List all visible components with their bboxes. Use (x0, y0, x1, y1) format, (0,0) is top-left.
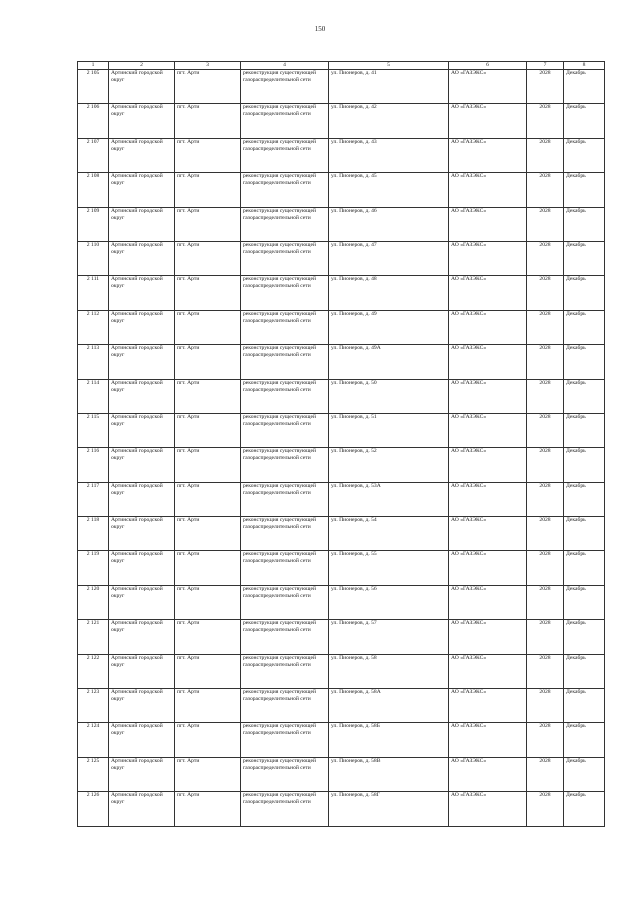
month-cell: Декабрь (564, 551, 605, 585)
year-cell: 2028 (527, 70, 564, 104)
table-row (78, 757, 605, 791)
organization-cell: АО «ГАЗЭКС» (449, 345, 527, 379)
table-row (78, 138, 605, 172)
work-type-cell: реконструкция существующей газораспределительной сети (241, 241, 329, 275)
row-number: 2 109 (78, 207, 109, 241)
month-cell: Декабрь (564, 482, 605, 516)
row-number: 2 122 (78, 654, 109, 688)
settlement-cell: пгт. Арти (175, 310, 241, 344)
work-type-cell: реконструкция существующей газораспределительной сети (241, 276, 329, 310)
work-type-cell: реконструкция существующей газораспределительной сети (241, 620, 329, 654)
table-row (78, 517, 605, 551)
district-cell: Артинский городской округ (109, 70, 175, 104)
year-cell: 2028 (527, 482, 564, 516)
month-cell: Декабрь (564, 792, 605, 826)
work-type-cell: реконструкция существующей газораспределительной сети (241, 757, 329, 791)
settlement-cell: пгт. Арти (175, 345, 241, 379)
organization-cell: АО «ГАЗЭКС» (449, 448, 527, 482)
table-row (78, 310, 605, 344)
work-type-cell: реконструкция существующей газораспределительной сети (241, 138, 329, 172)
work-type-cell: реконструкция существующей газораспределительной сети (241, 70, 329, 104)
month-cell: Декабрь (564, 654, 605, 688)
month-cell: Декабрь (564, 620, 605, 654)
column-number: 4 (241, 62, 329, 70)
month-cell: Декабрь (564, 448, 605, 482)
settlement-cell: пгт. Арти (175, 448, 241, 482)
table-row (78, 413, 605, 447)
district-cell: Артинский городской округ (109, 620, 175, 654)
organization-cell: АО «ГАЗЭКС» (449, 413, 527, 447)
table-row (78, 379, 605, 413)
settlement-cell: пгт. Арти (175, 620, 241, 654)
year-cell: 2028 (527, 345, 564, 379)
address-cell: ул. Пионеров, д. 53А (329, 482, 449, 516)
district-cell: Артинский городской округ (109, 482, 175, 516)
settlement-cell: пгт. Арти (175, 585, 241, 619)
district-cell: Артинский городской округ (109, 723, 175, 757)
row-number: 2 105 (78, 70, 109, 104)
table-row (78, 723, 605, 757)
row-number: 2 115 (78, 413, 109, 447)
organization-cell: АО «ГАЗЭКС» (449, 585, 527, 619)
settlement-cell: пгт. Арти (175, 792, 241, 826)
organization-cell: АО «ГАЗЭКС» (449, 757, 527, 791)
organization-cell: АО «ГАЗЭКС» (449, 620, 527, 654)
settlement-cell: пгт. Арти (175, 757, 241, 791)
column-number-row (78, 62, 605, 70)
row-number: 2 113 (78, 345, 109, 379)
address-cell: ул. Пионеров, д. 51 (329, 413, 449, 447)
work-type-cell: реконструкция существующей газораспределительной сети (241, 482, 329, 516)
year-cell: 2028 (527, 654, 564, 688)
year-cell: 2028 (527, 379, 564, 413)
table-row (78, 482, 605, 516)
column-number: 3 (175, 62, 241, 70)
month-cell: Декабрь (564, 104, 605, 138)
month-cell: Декабрь (564, 173, 605, 207)
year-cell: 2028 (527, 207, 564, 241)
address-cell: ул. Пионеров, д. 58Б (329, 723, 449, 757)
district-cell: Артинский городской округ (109, 138, 175, 172)
column-number: 7 (527, 62, 564, 70)
year-cell: 2028 (527, 585, 564, 619)
month-cell: Декабрь (564, 310, 605, 344)
address-cell: ул. Пионеров, д. 54 (329, 517, 449, 551)
table-row (78, 104, 605, 138)
work-type-cell: реконструкция существующей газораспределительной сети (241, 792, 329, 826)
organization-cell: АО «ГАЗЭКС» (449, 379, 527, 413)
row-number: 2 114 (78, 379, 109, 413)
organization-cell: АО «ГАЗЭКС» (449, 723, 527, 757)
table-row (78, 207, 605, 241)
organization-cell: АО «ГАЗЭКС» (449, 276, 527, 310)
year-cell: 2028 (527, 104, 564, 138)
settlement-cell: пгт. Арти (175, 482, 241, 516)
year-cell: 2028 (527, 757, 564, 791)
address-cell: ул. Пионеров, д. 49 (329, 310, 449, 344)
organization-cell: АО «ГАЗЭКС» (449, 482, 527, 516)
settlement-cell: пгт. Арти (175, 241, 241, 275)
district-cell: Артинский городской округ (109, 792, 175, 826)
organization-cell: АО «ГАЗЭКС» (449, 689, 527, 723)
organization-cell: АО «ГАЗЭКС» (449, 310, 527, 344)
year-cell: 2028 (527, 620, 564, 654)
row-number: 2 117 (78, 482, 109, 516)
table-row (78, 585, 605, 619)
organization-cell: АО «ГАЗЭКС» (449, 70, 527, 104)
address-cell: ул. Пионеров, д. 58В (329, 757, 449, 791)
row-number: 2 123 (78, 689, 109, 723)
settlement-cell: пгт. Арти (175, 517, 241, 551)
row-number: 2 112 (78, 310, 109, 344)
address-cell: ул. Пионеров, д. 50 (329, 379, 449, 413)
district-cell: Артинский городской округ (109, 241, 175, 275)
work-type-cell: реконструкция существующей газораспределительной сети (241, 689, 329, 723)
month-cell: Декабрь (564, 241, 605, 275)
settlement-cell: пгт. Арти (175, 654, 241, 688)
work-type-cell: реконструкция существующей газораспределительной сети (241, 723, 329, 757)
district-cell: Артинский городской округ (109, 448, 175, 482)
work-type-cell: реконструкция существующей газораспределительной сети (241, 448, 329, 482)
work-type-cell: реконструкция существующей газораспределительной сети (241, 379, 329, 413)
row-number: 2 110 (78, 241, 109, 275)
month-cell: Декабрь (564, 379, 605, 413)
year-cell: 2028 (527, 138, 564, 172)
address-cell: ул. Пионеров, д. 58 (329, 654, 449, 688)
address-cell: ул. Пионеров, д. 48 (329, 276, 449, 310)
work-type-cell: реконструкция существующей газораспределительной сети (241, 173, 329, 207)
work-type-cell: реконструкция существующей газораспределительной сети (241, 585, 329, 619)
address-cell: ул. Пионеров, д. 58Г (329, 792, 449, 826)
row-number: 2 125 (78, 757, 109, 791)
year-cell: 2028 (527, 413, 564, 447)
table-row (78, 173, 605, 207)
settlement-cell: пгт. Арти (175, 104, 241, 138)
settlement-cell: пгт. Арти (175, 138, 241, 172)
row-number: 2 106 (78, 104, 109, 138)
column-number: 8 (564, 62, 605, 70)
row-number: 2 111 (78, 276, 109, 310)
district-cell: Артинский городской округ (109, 379, 175, 413)
month-cell: Декабрь (564, 413, 605, 447)
organization-cell: АО «ГАЗЭКС» (449, 138, 527, 172)
table-row (78, 620, 605, 654)
month-cell: Декабрь (564, 207, 605, 241)
work-type-cell: реконструкция существующей газораспределительной сети (241, 345, 329, 379)
year-cell: 2028 (527, 551, 564, 585)
organization-cell: АО «ГАЗЭКС» (449, 241, 527, 275)
address-cell: ул. Пионеров, д. 58А (329, 689, 449, 723)
district-cell: Артинский городской округ (109, 276, 175, 310)
table-row (78, 448, 605, 482)
row-number: 2 124 (78, 723, 109, 757)
row-number: 2 118 (78, 517, 109, 551)
work-type-cell: реконструкция существующей газораспределительной сети (241, 413, 329, 447)
address-cell: ул. Пионеров, д. 41 (329, 70, 449, 104)
row-number: 2 108 (78, 173, 109, 207)
address-cell: ул. Пионеров, д. 46 (329, 207, 449, 241)
month-cell: Декабрь (564, 585, 605, 619)
row-number: 2 107 (78, 138, 109, 172)
district-cell: Артинский городской округ (109, 517, 175, 551)
column-number: 5 (329, 62, 449, 70)
address-cell: ул. Пионеров, д. 43 (329, 138, 449, 172)
row-number: 2 126 (78, 792, 109, 826)
settlement-cell: пгт. Арти (175, 551, 241, 585)
month-cell: Декабрь (564, 138, 605, 172)
registry-table (77, 61, 605, 827)
year-cell: 2028 (527, 723, 564, 757)
address-cell: ул. Пионеров, д. 52 (329, 448, 449, 482)
district-cell: Артинский городской округ (109, 207, 175, 241)
district-cell: Артинский городской округ (109, 757, 175, 791)
month-cell: Декабрь (564, 689, 605, 723)
work-type-cell: реконструкция существующей газораспределительной сети (241, 104, 329, 138)
table-row (78, 654, 605, 688)
year-cell: 2028 (527, 448, 564, 482)
year-cell: 2028 (527, 310, 564, 344)
row-number: 2 121 (78, 620, 109, 654)
organization-cell: АО «ГАЗЭКС» (449, 654, 527, 688)
work-type-cell: реконструкция существующей газораспределительной сети (241, 207, 329, 241)
table-row (78, 276, 605, 310)
year-cell: 2028 (527, 173, 564, 207)
settlement-cell: пгт. Арти (175, 276, 241, 310)
work-type-cell: реконструкция существующей газораспределительной сети (241, 654, 329, 688)
year-cell: 2028 (527, 276, 564, 310)
column-number: 2 (109, 62, 175, 70)
month-cell: Декабрь (564, 276, 605, 310)
settlement-cell: пгт. Арти (175, 173, 241, 207)
organization-cell: АО «ГАЗЭКС» (449, 792, 527, 826)
district-cell: Артинский городской округ (109, 654, 175, 688)
column-number: 1 (78, 62, 109, 70)
settlement-cell: пгт. Арти (175, 413, 241, 447)
address-cell: ул. Пионеров, д. 55 (329, 551, 449, 585)
address-cell: ул. Пионеров, д. 49А (329, 345, 449, 379)
work-type-cell: реконструкция существующей газораспределительной сети (241, 517, 329, 551)
year-cell: 2028 (527, 792, 564, 826)
settlement-cell: пгт. Арти (175, 70, 241, 104)
district-cell: Артинский городской округ (109, 689, 175, 723)
address-cell: ул. Пионеров, д. 42 (329, 104, 449, 138)
district-cell: Артинский городской округ (109, 173, 175, 207)
district-cell: Артинский городской округ (109, 585, 175, 619)
table-row (78, 689, 605, 723)
address-cell: ул. Пионеров, д. 45 (329, 173, 449, 207)
district-cell: Артинский городской округ (109, 345, 175, 379)
month-cell: Декабрь (564, 517, 605, 551)
table-row (78, 551, 605, 585)
table-row (78, 792, 605, 826)
year-cell: 2028 (527, 517, 564, 551)
year-cell: 2028 (527, 241, 564, 275)
organization-cell: АО «ГАЗЭКС» (449, 104, 527, 138)
month-cell: Декабрь (564, 757, 605, 791)
organization-cell: АО «ГАЗЭКС» (449, 551, 527, 585)
month-cell: Декабрь (564, 723, 605, 757)
district-cell: Артинский городской округ (109, 104, 175, 138)
row-number: 2 119 (78, 551, 109, 585)
table-row (78, 70, 605, 104)
column-number: 6 (449, 62, 527, 70)
settlement-cell: пгт. Арти (175, 689, 241, 723)
work-type-cell: реконструкция существующей газораспределительной сети (241, 551, 329, 585)
district-cell: Артинский городской округ (109, 310, 175, 344)
organization-cell: АО «ГАЗЭКС» (449, 517, 527, 551)
address-cell: ул. Пионеров, д. 47 (329, 241, 449, 275)
address-cell: ул. Пионеров, д. 57 (329, 620, 449, 654)
row-number: 2 120 (78, 585, 109, 619)
settlement-cell: пгт. Арти (175, 723, 241, 757)
address-cell: ул. Пионеров, д. 56 (329, 585, 449, 619)
row-number: 2 116 (78, 448, 109, 482)
table-row (78, 345, 605, 379)
settlement-cell: пгт. Арти (175, 207, 241, 241)
work-type-cell: реконструкция существующей газораспределительной сети (241, 310, 329, 344)
month-cell: Декабрь (564, 70, 605, 104)
month-cell: Декабрь (564, 345, 605, 379)
page-number: 150 (314, 25, 326, 33)
table-row (78, 241, 605, 275)
district-cell: Артинский городской округ (109, 413, 175, 447)
organization-cell: АО «ГАЗЭКС» (449, 207, 527, 241)
year-cell: 2028 (527, 689, 564, 723)
district-cell: Артинский городской округ (109, 551, 175, 585)
organization-cell: АО «ГАЗЭКС» (449, 173, 527, 207)
settlement-cell: пгт. Арти (175, 379, 241, 413)
